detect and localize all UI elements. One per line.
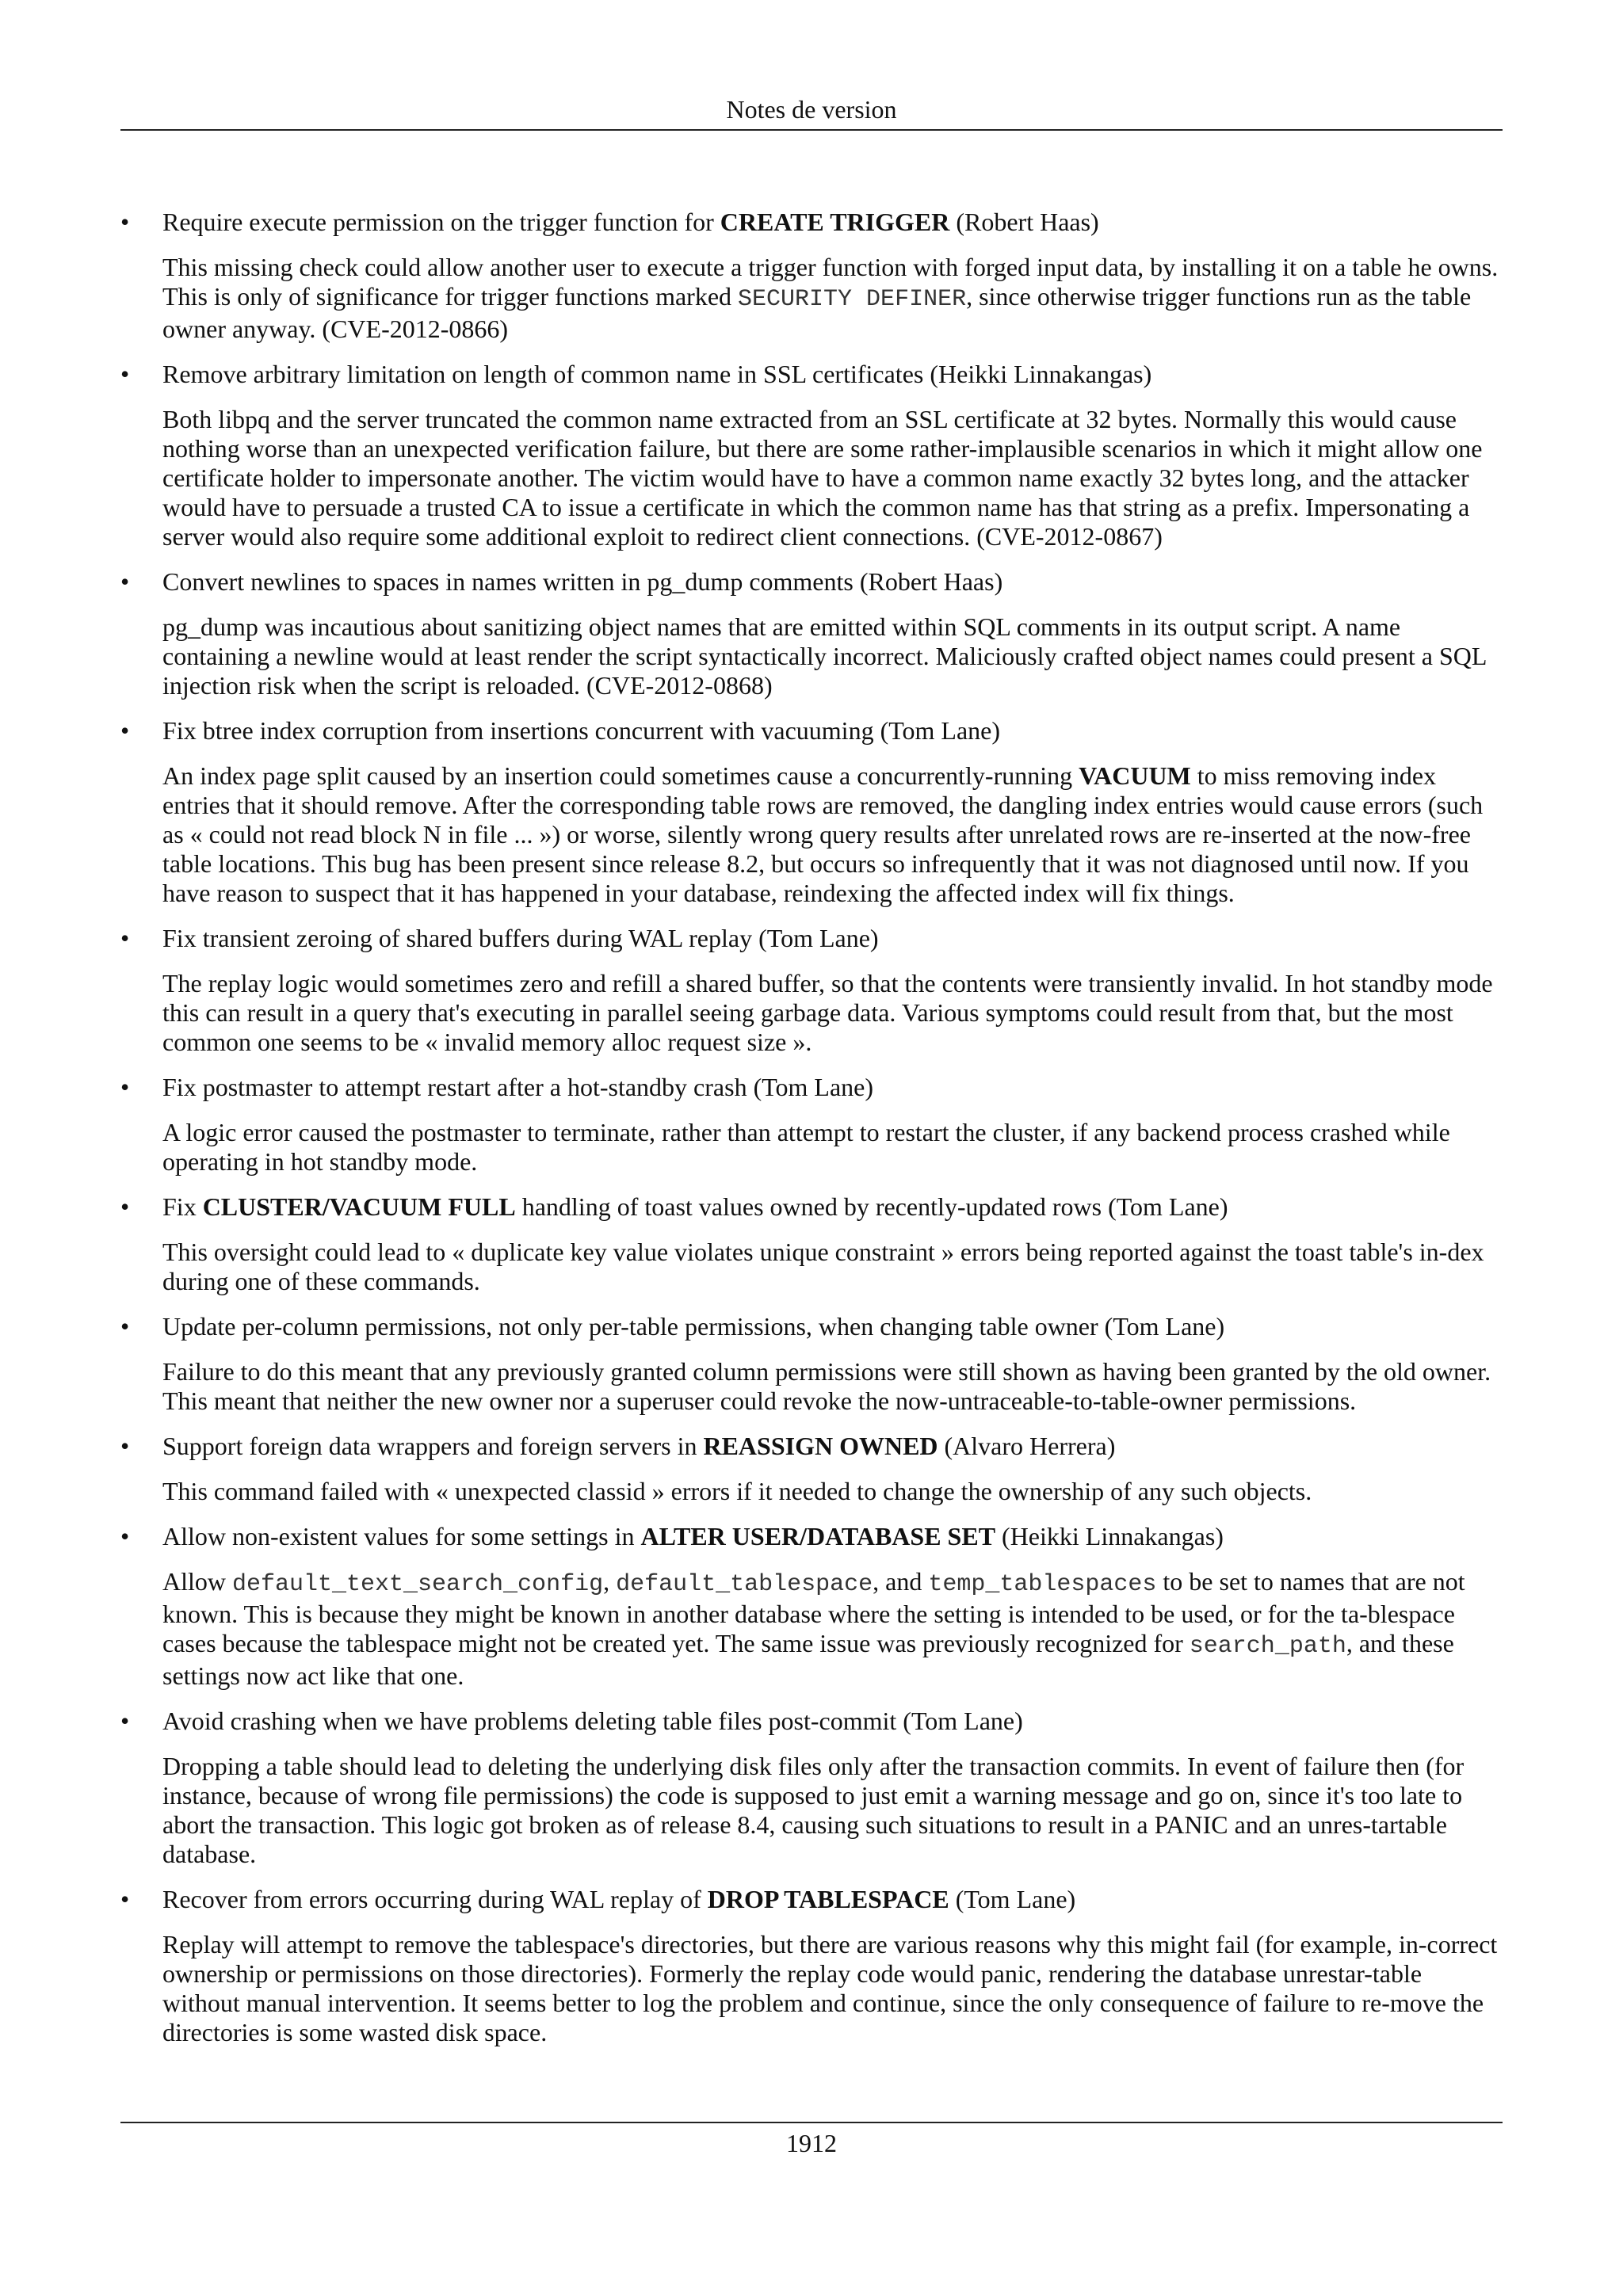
heading-text: Fix postmaster to attempt restart after a hot-standby crash (Tom Lane) <box>162 1073 874 1101</box>
body-text: Failure to do this meant that any previously granted column permissions were still shown as having been granted by the old owner. This meant that neither the new owner nor a superuser could revoke the now-untraceable-to-table-owner permissions. <box>162 1357 1491 1415</box>
item-description <box>162 969 1503 1057</box>
body-text: , since otherwise trigger functions run as the table owner anyway. (CVE-2012-0866) <box>162 282 1472 343</box>
bullet-icon: • <box>120 1707 130 1735</box>
item-heading <box>120 208 1503 237</box>
body-text: A logic error caused the postmaster to terminate, rather than attempt to restart the cluster, if any backend process crashed while operating in hot standby mode. <box>162 1118 1450 1176</box>
list-item <box>120 716 1503 908</box>
body-text: An index page split caused by an insertion could sometimes cause a concurrently-running <box>162 761 1079 790</box>
heading-text: Remove arbitrary limitation on length of common name in SSL certificates (Heikki Linnakangas) <box>162 360 1152 388</box>
list-item <box>120 1312 1503 1416</box>
footer-rule <box>120 2122 1503 2123</box>
heading-text: (Alvaro Herrera) <box>938 1432 1116 1460</box>
code-literal: default_tablespace <box>616 1571 873 1598</box>
heading-text: (Robert Haas) <box>949 208 1099 236</box>
heading-text: (Tom Lane) <box>949 1885 1076 1913</box>
item-description <box>162 253 1503 344</box>
code-literal: search_path <box>1189 1633 1346 1660</box>
bullet-icon: • <box>120 1192 130 1221</box>
heading-text: Fix transient zeroing of shared buffers during WAL replay (Tom Lane) <box>162 924 879 952</box>
bullet-icon: • <box>120 1432 130 1460</box>
bullet-icon: • <box>120 567 130 596</box>
command-name: REASSIGN OWNED <box>703 1432 938 1460</box>
item-description <box>162 1930 1503 2047</box>
body-text: The replay logic would sometimes zero and refill a shared buffer, so that the contents were transiently invalid. In hot standby mode this can result in a query that's executing in parallel seeing garbage data. Various symptoms could result from that, but the most common one seems to be « invalid memory alloc request size ». <box>162 969 1493 1056</box>
item-heading <box>120 1707 1503 1736</box>
running-header: Notes de version <box>726 95 897 124</box>
body-text: Dropping a table should lead to deleting the underlying disk files only after the transaction commits. In event of failure then (for instance, because of wrong file permissions) the code is supposed to just emit a warning message and go on, since it's too late to abort the transaction. This logic got broken as of release 8.4, causing such situations to result in a PANIC and an unres-tartable database. <box>162 1752 1465 1868</box>
list-item <box>120 1522 1503 1691</box>
item-heading <box>120 1073 1503 1102</box>
code-literal: default_text_search_config <box>232 1571 604 1598</box>
body-text: Both libpq and the server truncated the common name extracted from an SSL certificate at 32 bytes. Normally this would cause nothing worse than an unexpected verification failure, but there are some rather-implausible scenarios in which it might allow one certificate holder to impersonate another. The victim would have to have a common name exactly 32 bytes long, and the attacker would have to persuade a trusted CA to issue a certificate in which the common name has that string as a prefix. Impersonating a server would also require some additional exploit to redirect client connections. (CVE-2012-0867) <box>162 405 1483 551</box>
item-description <box>162 612 1503 700</box>
command-name: DROP TABLESPACE <box>707 1885 949 1913</box>
command-name: CREATE TRIGGER <box>720 208 950 236</box>
heading-text: Allow non-existent values for some settings in <box>162 1522 641 1550</box>
body-text: Allow <box>162 1567 232 1596</box>
heading-text: Avoid crashing when we have problems deleting table files post-commit (Tom Lane) <box>162 1707 1023 1735</box>
body-text: to be set to names that are not known. This is because they might be known in another database where the setting is intended to be used, or for the ta-blespace cases because the tablespace might not be created yet. The same issue was previously recognized for <box>162 1567 1465 1657</box>
item-description <box>162 1357 1503 1416</box>
item-heading <box>120 1432 1503 1461</box>
bullet-icon: • <box>120 360 130 388</box>
item-description <box>162 1752 1503 1869</box>
heading-text: Fix btree index corruption from insertions concurrent with vacuuming (Tom Lane) <box>162 716 1001 745</box>
item-description <box>162 1567 1503 1691</box>
body-text: , and these settings now act like that one. <box>162 1629 1454 1690</box>
body-text: pg_dump was incautious about sanitizing object names that are emitted within SQL comments in its output script. A name containing a newline would at least render the script syntactically incorrect. Maliciously crafted object names could present a SQL injection risk when the script is reloaded. (CVE-2012-0868) <box>162 612 1487 700</box>
list-item <box>120 1707 1503 1869</box>
body-text: This command failed with « unexpected classid » errors if it needed to change the ownership of any such objects. <box>162 1477 1312 1505</box>
list-item <box>120 567 1503 700</box>
heading-text: Fix <box>162 1192 203 1221</box>
command-name: ALTER USER/DATABASE SET <box>640 1522 996 1550</box>
item-description <box>162 761 1503 908</box>
heading-text: handling of toast values owned by recently-updated rows (Tom Lane) <box>515 1192 1228 1221</box>
list-item <box>120 1885 1503 2047</box>
command-name: VACUUM <box>1079 761 1191 790</box>
heading-text: Recover from errors occurring during WAL replay of <box>162 1885 708 1913</box>
bullet-icon: • <box>120 1312 130 1341</box>
list-item <box>120 208 1503 344</box>
body-text: , <box>603 1567 617 1596</box>
code-literal: temp_tablespaces <box>928 1571 1157 1598</box>
list-item <box>120 1192 1503 1296</box>
heading-text: Update per-column permissions, not only per-table permissions, when changing table owner (Tom Lane) <box>162 1312 1225 1341</box>
heading-text: Support foreign data wrappers and foreign servers in <box>162 1432 704 1460</box>
command-name: CLUSTER/VACUUM FULL <box>202 1192 516 1221</box>
item-description <box>162 1477 1503 1506</box>
bullet-icon: • <box>120 208 130 236</box>
header-rule <box>120 129 1503 131</box>
list-item <box>120 360 1503 551</box>
heading-text: (Heikki Linnakangas) <box>995 1522 1224 1550</box>
body-text: Replay will attempt to remove the tablespace's directories, but there are various reasons why this might fail (for example, in-correct ownership or permissions on those directories). Formerly the replay code would panic, rendering the database unrestar-table without manual intervention. It seems better to log the problem and continue, since the only consequence of failure to re-move the directories is some wasted disk space. <box>162 1930 1498 2046</box>
bullet-icon: • <box>120 716 130 745</box>
item-heading <box>120 567 1503 597</box>
item-heading <box>120 1312 1503 1341</box>
item-heading <box>120 1192 1503 1222</box>
item-description <box>162 1238 1503 1296</box>
item-description <box>162 1118 1503 1177</box>
heading-text: Convert newlines to spaces in names written in pg_dump comments (Robert Haas) <box>162 567 1003 596</box>
bullet-icon: • <box>120 1522 130 1550</box>
list-item <box>120 924 1503 1057</box>
list-item <box>120 1432 1503 1506</box>
body-text: to miss removing index entries that it should remove. After the corresponding table rows are removed, the dangling index entries would cause errors (such as « could not read block N in file ... ») or worse, silently wrong query results after unrelated rows are re-inserted at the now-free table locations. This bug has been present since release 8.2, but occurs so infrequently that it was not diagnosed until now. If you have reason to suspect that it has happened in your database, reindexing the affected index will fix things. <box>162 761 1484 907</box>
item-description <box>162 405 1503 551</box>
bullet-icon: • <box>120 924 130 952</box>
body-text: This oversight could lead to « duplicate key value violates unique constraint » errors being reported against the toast table's in-dex during one of these commands. <box>162 1238 1484 1295</box>
item-heading <box>120 1885 1503 1914</box>
code-literal: SECURITY DEFINER <box>738 286 967 313</box>
item-heading <box>120 360 1503 389</box>
body-text: This missing check could allow another user to execute a trigger function with forged input data, by installing it on a table he owns. This is only of significance for trigger functions marked <box>162 253 1499 311</box>
item-heading <box>120 924 1503 953</box>
page-number: 1912 <box>786 2129 837 2157</box>
list-item <box>120 1073 1503 1177</box>
item-heading <box>120 1522 1503 1551</box>
bullet-icon: • <box>120 1073 130 1101</box>
item-heading <box>120 716 1503 746</box>
body-text: , and <box>873 1567 929 1596</box>
bullet-icon: • <box>120 1885 130 1913</box>
heading-text: Require execute permission on the trigger function for <box>162 208 720 236</box>
release-notes-list <box>120 208 1503 2063</box>
